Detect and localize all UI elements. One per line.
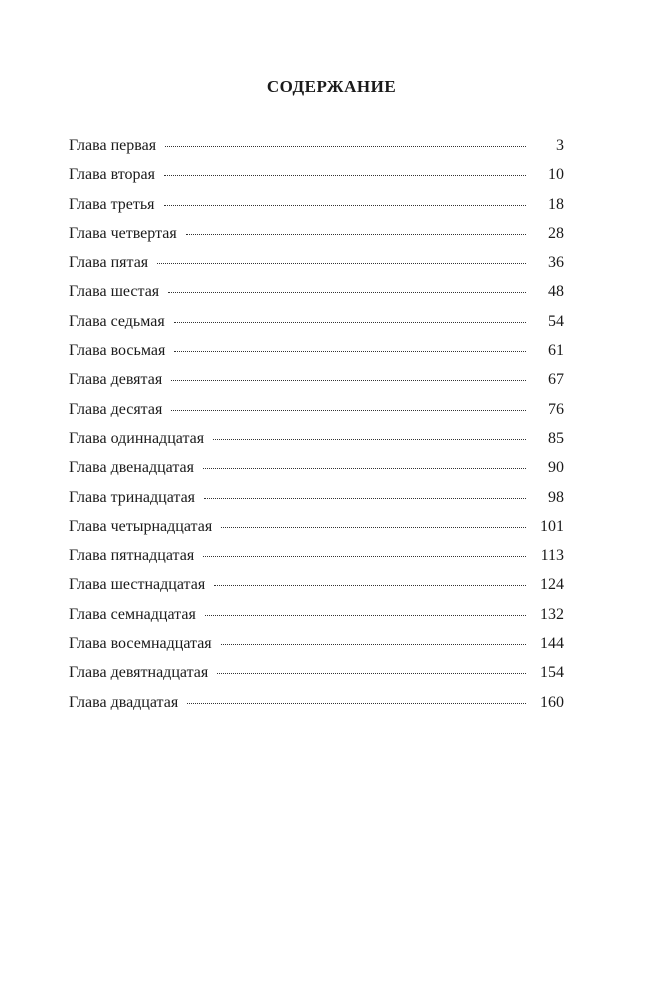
dot-leader [221, 643, 526, 645]
toc-entry [69, 281, 564, 310]
toc-entry-label: Глава одиннадцатая [69, 429, 205, 447]
toc-entry-label: Глава десятая [69, 400, 163, 418]
toc-entry-label: Глава пятнадцатая [69, 547, 195, 565]
dot-leader [214, 584, 526, 586]
toc-entry-label: Глава первая [69, 137, 157, 154]
toc-entry-page-number: 160 [540, 693, 564, 711]
toc-entry-page-number: 67 [548, 371, 564, 389]
toc-entry [69, 457, 564, 486]
toc-entry-page-number: 54 [548, 312, 564, 330]
toc-entry-label: Глава двенадцатая [69, 459, 194, 477]
dot-leader [174, 321, 526, 323]
toc-entry-label: Глава четырнадцатая [69, 517, 213, 535]
toc-entry [69, 487, 564, 516]
toc-entry-page-number: 10 [548, 166, 564, 184]
toc-entry-page-number: 98 [548, 488, 564, 506]
toc-entry-page-number: 76 [548, 400, 564, 418]
toc-entry [69, 516, 564, 545]
toc-entry [69, 633, 564, 662]
toc-entry-label: Глава шестнадцатая [69, 576, 206, 594]
dot-leader [186, 233, 526, 235]
toc-entry-label: Глава семнадцатая [69, 605, 196, 623]
toc-entry [69, 135, 564, 164]
toc-entry-page-number: 113 [540, 547, 564, 565]
toc-entry-page-number: 101 [540, 517, 564, 535]
toc-entry-page-number: 90 [548, 459, 564, 477]
dot-leader [217, 672, 526, 674]
toc-entry-page-number: 124 [540, 576, 564, 594]
dot-leader [171, 379, 526, 381]
dot-leader [157, 262, 526, 264]
toc-entry-label: Глава вторая [69, 166, 155, 184]
toc-entry-label: Глава тринадцатая [69, 488, 196, 506]
toc-entry [69, 369, 564, 398]
toc-entry [69, 340, 564, 369]
dot-leader [171, 409, 526, 411]
toc-entry [69, 223, 564, 252]
toc-entry [69, 399, 564, 428]
dot-leader [164, 174, 526, 176]
toc-entry-label: Глава четвертая [69, 224, 177, 242]
toc-entry [69, 194, 564, 223]
toc-entry-label: Глава девятая [69, 371, 163, 389]
dot-leader [213, 438, 526, 440]
toc-entry-page-number: 3 [556, 137, 564, 154]
toc-entry-page-number: 61 [548, 342, 564, 360]
toc-entry-page-number: 144 [540, 635, 564, 653]
toc-entry-label: Глава восьмая [69, 342, 166, 360]
dot-leader [204, 497, 526, 499]
toc-entry-page-number: 132 [540, 605, 564, 623]
dot-leader [165, 145, 526, 147]
table-of-contents [69, 135, 564, 721]
toc-entry [69, 662, 564, 691]
dot-leader [205, 614, 526, 616]
toc-entry [69, 252, 564, 281]
dot-leader [221, 526, 526, 528]
page-title: СОДЕРЖАНИЕ [266, 77, 397, 96]
toc-entry-label: Глава восемнадцатая [69, 635, 212, 653]
toc-entry-page-number: 28 [548, 224, 564, 242]
toc-entry [69, 574, 564, 603]
toc-entry-label: Глава третья [69, 195, 155, 213]
toc-entry-page-number: 18 [548, 195, 564, 213]
toc-entry-label: Глава шестая [69, 283, 160, 301]
toc-entry-page-number: 48 [548, 283, 564, 301]
toc-entry-page-number: 36 [548, 254, 564, 272]
toc-entry-label: Глава двадцатая [69, 693, 179, 711]
toc-entry [69, 692, 564, 721]
toc-entry [69, 164, 564, 193]
toc-entry [69, 545, 564, 574]
toc-entry-label: Глава седьмая [69, 312, 165, 330]
dot-leader [187, 702, 526, 704]
toc-entry-page-number: 85 [548, 429, 564, 447]
dot-leader [174, 350, 526, 352]
toc-entry-label: Глава пятая [69, 254, 149, 272]
toc-entry [69, 604, 564, 633]
toc-entry [69, 311, 564, 340]
toc-entry [69, 428, 564, 457]
dot-leader [203, 555, 526, 557]
toc-entry-page-number: 154 [540, 664, 564, 682]
dot-leader [164, 204, 526, 206]
dot-leader [168, 291, 526, 293]
dot-leader [203, 467, 526, 469]
toc-entry-label: Глава девятнадцатая [69, 664, 209, 682]
